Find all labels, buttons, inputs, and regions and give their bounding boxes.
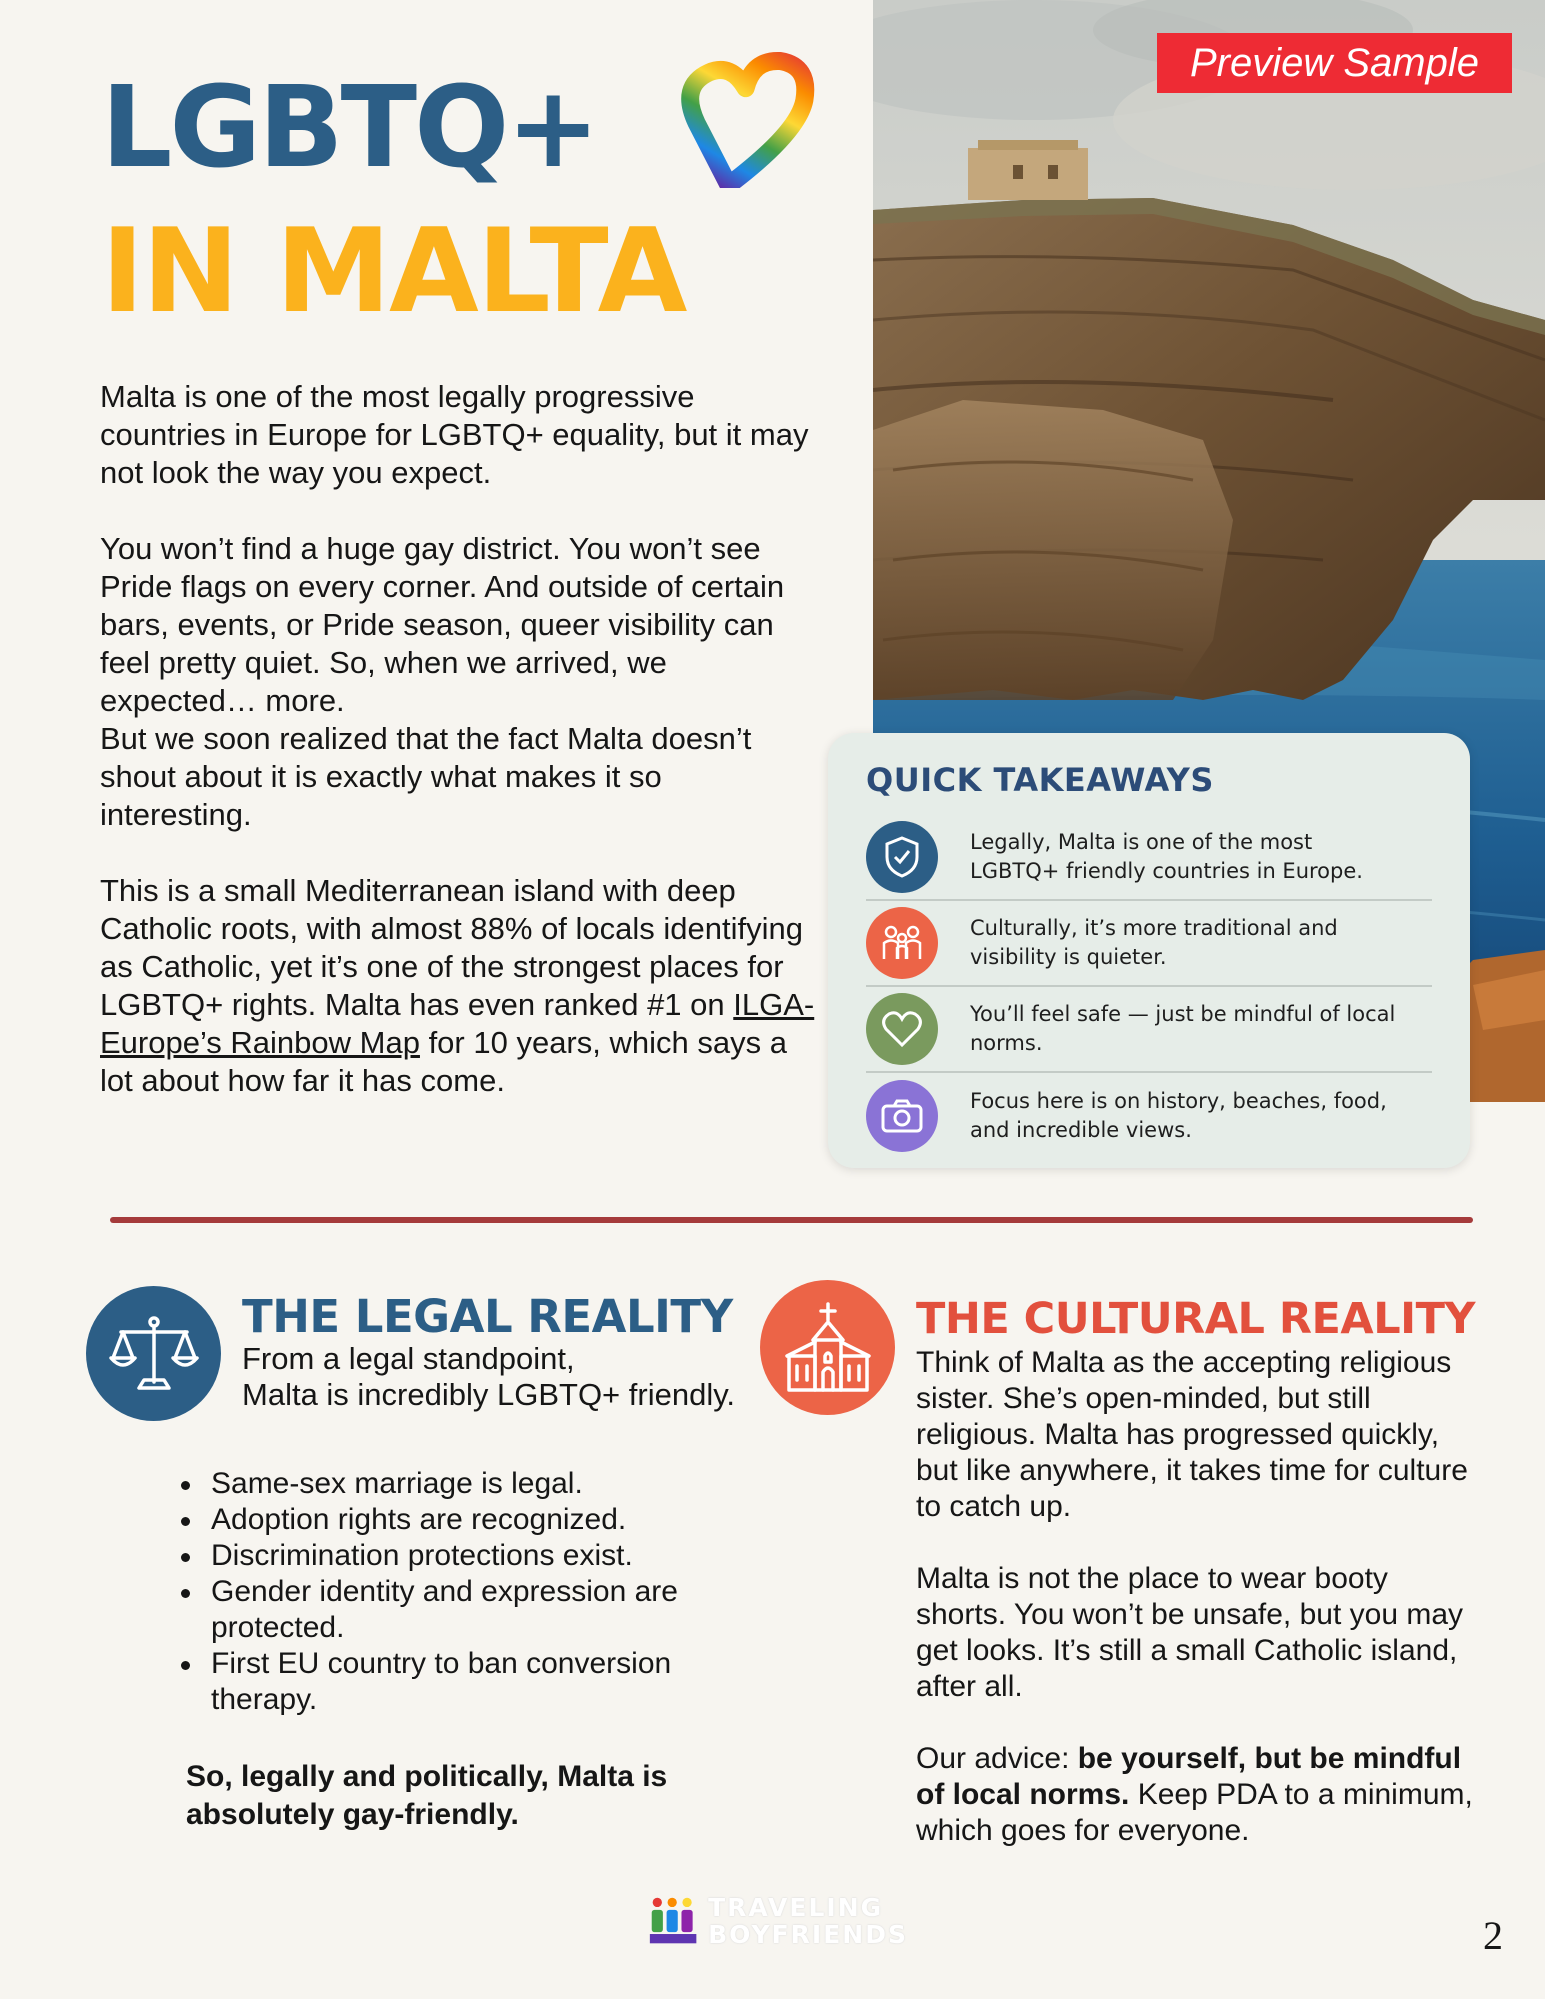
preview-sample-badge: Preview Sample [1157,33,1512,93]
intro-paragraph-3: But we soon realized that the fact Malta doesn’t shout about it is exactly what makes it so interesting. [100,721,752,832]
list-item: Discrimination protections exist. [175,1538,765,1574]
quick-takeaways-title: QUICK TAKEAWAYS [866,761,1214,799]
intro-text [100,378,820,1138]
takeaway-text: Legally, Malta is one of the most LGBTQ+ friendly countries in Europe. [970,830,1363,883]
takeaway-item [866,901,1432,987]
legal-sub-line2: Malta is incredibly LGBTQ+ friendly. [242,1377,736,1412]
church-icon [760,1280,895,1415]
advice-emphasis: be yourself, but be mindful of local norms. [916,1742,1462,1811]
page-title-line2: IN MALTA [101,204,686,339]
logo-line2: BOYFRIENDS [708,1920,908,1949]
takeaway-text: You’ll feel safe — just be mindful of local norms. [970,1002,1396,1055]
takeaway-text: Focus here is on history, beaches, food, and incredible views. [970,1089,1387,1142]
traveling-boyfriends-logo [648,1890,908,1952]
ilga-rainbow-map-link[interactable]: ILGA-Europe’s Rainbow Map [100,987,815,1060]
advice-tail: Keep PDA to a minimum, which goes for everyone. [916,1778,1473,1847]
cultural-paragraph-3 [916,1741,1486,1849]
list-item: Adoption rights are recognized. [175,1502,765,1538]
takeaway-item [866,987,1432,1073]
rainbow-heart-icon [675,48,825,188]
legal-conclusion: So, legally and politically, Malta is absolutely gay-friendly. [186,1760,668,1831]
logo-line1: TRAVELING [708,1893,884,1922]
camera-icon [866,1080,938,1152]
list-item: Same-sex marriage is legal. [175,1466,765,1502]
list-item: First EU country to ban conversion therapy. [175,1646,765,1718]
intro-paragraph-2: You won’t find a huge gay district. You won’t see Pride flags on every corner. And outside of certain bars, events, or Pride season, queer visibility can feel pretty quiet. So, when we arrived, we expected… more. [100,531,785,718]
cultural-reality-heading: THE CULTURAL REALITY [916,1294,1476,1344]
people-icon [866,907,938,979]
intro-paragraph-1: Malta is one of the most legally progressive countries in Europe for LGBTQ+ equality, but it may not look the way you expect. [100,379,809,490]
shield-icon [866,821,938,893]
cultural-paragraph-2: Malta is not the place to wear booty shorts. You won’t be unsafe, but you may get looks. It’s still a small Catholic island, after all. [916,1562,1464,1703]
legal-rights-list [175,1466,765,1718]
cultural-paragraph-1: Think of Malta as the accepting religious sister. She’s open-minded, but still religious. Malta has progressed quickly, but like anywhere, it takes time for culture to catch up. [916,1346,1468,1523]
takeaway-item [866,1073,1432,1159]
intro-p4-tail: for 10 years, which says a lot about how far it has come. [100,1025,787,1098]
takeaway-text: Culturally, it’s more traditional and visibility is quieter. [970,916,1338,969]
page-title-line1: LGBTQ+ [101,63,598,193]
legal-reality-subtitle [242,1341,782,1413]
cultural-reality-body [916,1345,1486,1885]
scales-icon [86,1286,221,1421]
section-divider [110,1217,1473,1223]
intro-paragraph-4 [100,872,820,1100]
page-number: 2 [1483,1913,1503,1958]
couple-icon [648,1893,700,1949]
advice-label: Our advice: [916,1742,1078,1775]
legal-sub-line1: From a legal standpoint, [242,1341,575,1376]
quick-takeaways-card [828,733,1470,1168]
legal-reality-heading: THE LEGAL REALITY [242,1290,733,1343]
takeaway-item [866,815,1432,901]
list-item: Gender identity and expression are protected. [175,1574,765,1646]
intro-p4-text: This is a small Mediterranean island with deep Catholic roots, with almost 88% of locals identifying as Catholic, yet it’s one of the strongest places for LGBTQ+ rights. Malta has even ranked #1 on [100,873,803,1022]
heart-icon [866,993,938,1065]
